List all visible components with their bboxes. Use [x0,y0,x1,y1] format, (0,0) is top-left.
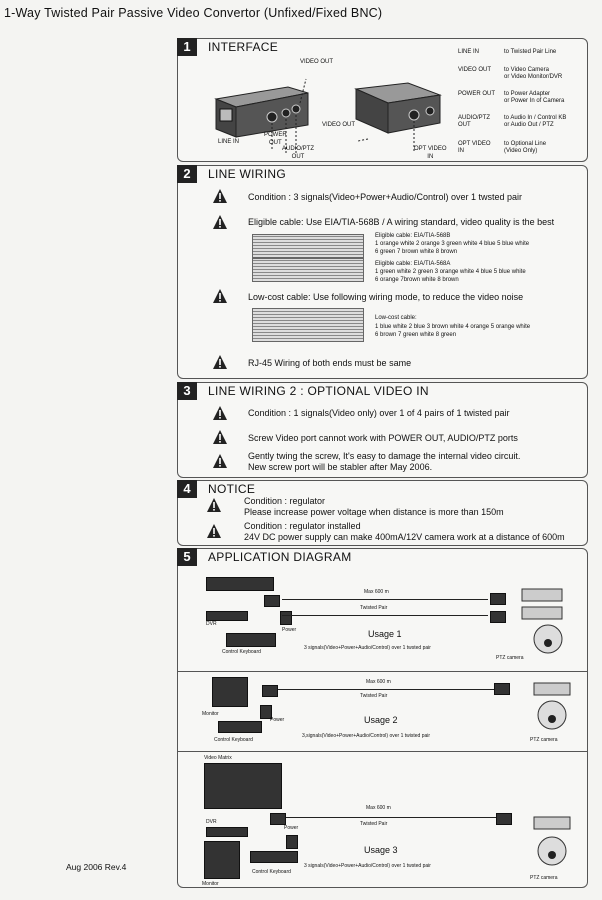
legend-value: to Video Camera or Video Monitor/DVR [504,67,563,80]
cable-568b-title: Eligible cable: EIA/TIA-568B [375,233,451,239]
lowcost-colors-2: 6 brown 7 green white 8 green [375,332,457,338]
legend-value: to Power Adapter or Power In of Camera [504,91,565,104]
max-distance-label: Max 600 m [366,679,391,685]
section-title: NOTICE [208,482,256,496]
notice-text-2: 24V DC power supply can make 400mA/12V camera work at a distance of 600m [244,532,565,542]
notice-text-1: Please increase power voltage when distance is more than 150m [244,507,504,517]
lowcost-cable-text: Low-cost cable: Use following wiring mode, to reduce the video noise [248,292,524,302]
converter-device [490,611,506,623]
converter-illustration [208,59,448,159]
warning-icon [212,188,228,204]
converter-device [270,813,286,825]
warning-icon [206,523,222,539]
converter-device [264,595,280,607]
control-keyboard-device [250,851,298,863]
usage-label: Usage 3 [364,845,398,855]
section-notice [177,480,588,546]
converter-device [490,593,506,605]
usage-2-diagram [178,671,587,752]
warning-icon [212,429,228,445]
lowcost-colors-1: 1 blue white 2 blue 3 brown white 4 orange 5 orange white [375,324,531,330]
twisted-pair-line [286,817,496,818]
converter-device [262,685,278,697]
usage-label: Usage 1 [368,629,402,639]
warning-icon [212,354,228,370]
label-audio-ptz-out: AUDIO/PTZ OUT [282,146,315,160]
converter-device [496,813,512,825]
max-distance-label: Max 600 m [364,589,389,595]
twisted-pair-line [282,599,488,600]
section-number: 5 [177,548,197,566]
warning-icon [212,214,228,230]
power-adapter [286,835,298,849]
twisted-pair-line [278,689,494,690]
dvr-label: DVR [206,819,217,825]
warning-icon [212,405,228,421]
condition-text: Condition : 3 signals(Video+Power+Audio/Control) over 1 twsted pair [248,192,522,202]
video-matrix-device [204,763,282,809]
notice-condition-2: Condition : regulator installed [244,521,361,531]
monitor-device [212,677,248,707]
ptz-camera-icon [516,587,572,657]
lowcost-title: Low-cost cable: [375,315,417,321]
section-title: LINE WIRING 2 : OPTIONAL VIDEO IN [208,384,429,398]
control-keyboard-label: Control Keyboard [252,869,291,875]
section-title: APPLICATION DIAGRAM [208,550,352,564]
cable-568a-title: Eligible cable: EIA/TIA-568A [375,261,451,267]
dvr-device [206,577,274,591]
gently-text-1: Gently twing the screw, It's easy to damage the internal video circuit. [248,451,521,461]
monitor-device [204,841,240,879]
dvr-small-device [206,827,248,837]
twisted-pair-line [282,615,488,616]
signals-label: 3 signals(Video+Power+Audio/Control) over 1 twsted pair [304,645,431,651]
gently-text-2: New screw port will be stabler after May 2006. [248,462,433,472]
cable-568a-colors-2: 6 orange 7brown white 8 brown [375,277,459,283]
ptz-camera-label: PTZ camera [530,737,558,743]
monitor-label: Monitor [202,881,219,887]
label-video-out-2: VIDEO OUT [322,122,356,128]
control-keyboard-label: Control Keyboard [214,737,253,743]
cable-568b-colors-2: 6 green 7 brown white 8 brown [375,249,458,255]
usage-label: Usage 2 [364,715,398,725]
warning-icon [206,497,222,513]
label-line-in: LINE IN [218,139,240,145]
legend-key: OPT VIDEO IN [458,141,491,154]
label-opt-video-in: OPT VIDEO IN [414,146,447,160]
section-interface [177,38,588,162]
power-label: Power [284,825,299,831]
cable-568a-colors-1: 1 green white 2 green 3 orange white 4 blue 5 blue white [375,269,526,275]
dvr-label: DVR [206,621,217,627]
ptz-camera-label: PTZ camera [530,875,558,881]
signals-label: 3 signals(Video+Power+Audio/Control) over 1 twsted pair [304,863,431,869]
notice-condition-1: Condition : regulator [244,496,326,506]
section-title: LINE WIRING [208,167,286,181]
video-matrix-label: Video Matrix [204,755,232,761]
revision-footer: Aug 2006 Rev.4 [66,862,127,872]
max-distance-label: Max 600 m [366,805,391,811]
legend-key: LINE IN [458,49,480,55]
section-line-wiring [177,165,588,379]
legend-value: to Audio In / Control KB or Audio Out / PTZ [504,115,567,128]
power-adapter [280,611,292,625]
ptz-camera-icon [526,679,576,735]
eligible-cable-text: Eligible cable: Use EIA/TIA-568B / A wiring standard, video quality is the best [248,217,555,227]
ptz-camera-icon [526,813,576,873]
rj45-text: RJ-45 Wiring of both ends must be same [248,358,412,368]
power-label: Power [282,627,297,633]
legend-key: VIDEO OUT [458,67,492,73]
section-number: 3 [177,382,197,400]
warning-icon [212,453,228,469]
power-label: Power [270,717,285,723]
twisted-pair-label: Twisted Pair [360,605,388,611]
section-number: 2 [177,165,197,183]
warning-icon [212,288,228,304]
section-number: 4 [177,480,197,498]
monitor-label: Monitor [202,711,219,717]
legend-key: AUDIO/PTZ OUT [458,115,491,128]
section-line-wiring-2 [177,382,588,478]
section-title: INTERFACE [208,40,279,54]
legend-value: to Optional Line (Video Only) [504,141,547,154]
converter-device [494,683,510,695]
usage-1-diagram [178,571,587,672]
section-number: 1 [177,38,197,56]
signals-label: 3,signals(Video+Power+Audio/Control) over 1 twisted pair [302,733,431,739]
control-keyboard-label: Control Keyboard [222,649,261,655]
label-power-out: POWER OUT [264,132,287,146]
dvr-small-device [206,611,248,621]
legend-value: to Twisted Pair Line [504,49,557,55]
label-video-out: VIDEO OUT [300,59,334,65]
screw-text: Screw Video port cannot work with POWER OUT, AUDIO/PTZ ports [248,433,518,443]
document-title: 1-Way Twisted Pair Passive Video Convertor (Unfixed/Fixed BNC) [4,6,383,20]
ptz-camera-label: PTZ camera [496,655,524,661]
control-keyboard-device [218,721,262,733]
lowcost-cable-illustration [252,308,364,342]
twisted-pair-label: Twisted Pair [360,693,388,699]
cable-568b-illustration [252,234,364,258]
control-keyboard-device [226,633,276,647]
usage-3-diagram [178,751,587,887]
twisted-pair-label: Twisted Pair [360,821,388,827]
section-application-diagram [177,548,588,888]
condition-text: Condition : 1 signals(Video only) over 1 of 4 pairs of 1 twisted pair [248,408,510,418]
cable-568a-illustration [252,258,364,282]
legend-key: POWER OUT [458,91,495,97]
cable-568b-colors-1: 1 orange white 2 orange 3 green white 4 blue 5 blue white [375,241,530,247]
